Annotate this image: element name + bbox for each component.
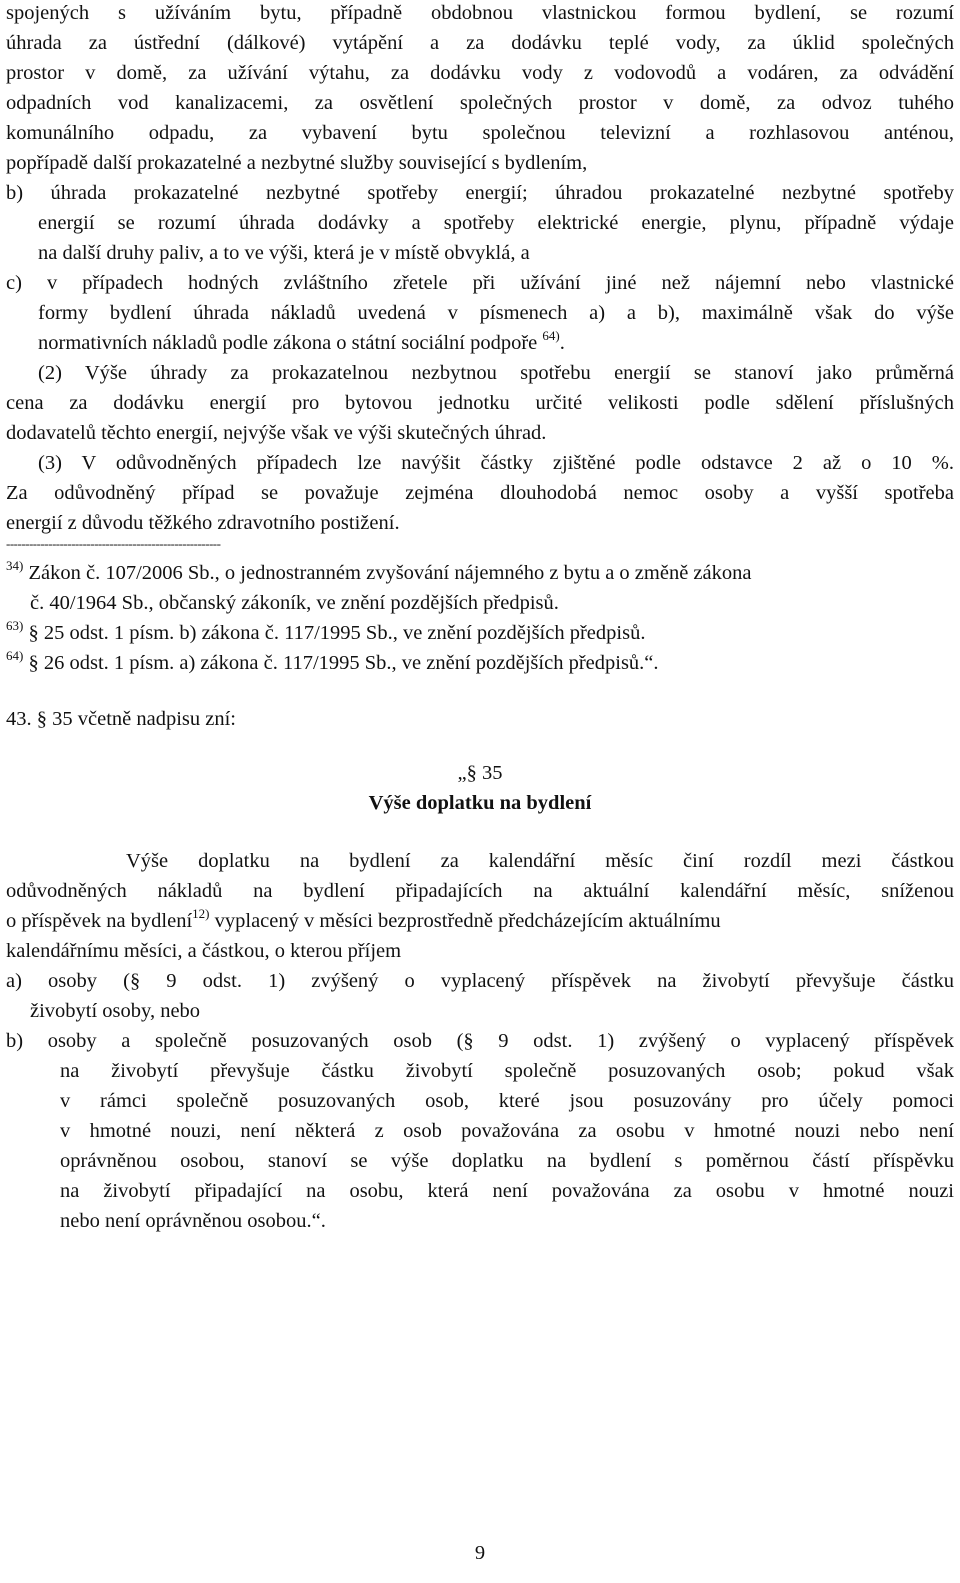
text-line: energií se rozumí úhrada dodávky a spotřeby elektrické energie, plynu, případně výdaje (38, 212, 954, 234)
footnote-reference: 12) (192, 906, 210, 921)
text-line: kalendářnímu měsíci, a částkou, o kterou příjem (6, 940, 402, 962)
footnote-63 (6, 618, 954, 650)
footnote-34 (6, 558, 954, 590)
text-span: vyplacený v měsíci bezprostředně předcházejícím aktuálnímu (209, 910, 721, 932)
footnote-text: § 25 odst. 1 písm. b) zákona č. 117/1995 Sb., ve znění pozdějších předpisů. (28, 622, 646, 644)
text-line: nebo není oprávněnou osobou.“. (60, 1210, 326, 1232)
text-line (38, 328, 954, 360)
text-line: odůvodněných nákladů na bydlení připadajících na aktuální kalendářní měsíc, sníženou (6, 880, 954, 902)
point-43: 43. § 35 včetně nadpisu zní: (6, 708, 237, 730)
text-line: spojených s užíváním bytu, případně obdobnou vlastnickou formou bydlení, se rozumí (6, 2, 954, 24)
text-line: (2) Výše úhrady za prokazatelnou nezbytnou spotřebu energií se stanoví jako průměrná (38, 362, 954, 384)
text-line: na živobytí připadající na osobu, která není považována za osobu v hmotné nouzi (60, 1180, 954, 1202)
footnote-number: 63) (6, 618, 24, 633)
text-line: úhrada za ústřední (dálkové) vytápění a za dodávku teplé vody, za úklid společných (6, 32, 954, 54)
text-span: normativních nákladů podle zákona o státní sociální podpoře (38, 332, 538, 354)
footnote-text: č. 40/1964 Sb., občanský zákoník, ve znění pozdějších předpisů. (30, 592, 559, 614)
footnote-reference: 64) (542, 328, 560, 343)
text-line: energií z důvodu těžkého zdravotního postižení. (6, 512, 400, 534)
text-line: na další druhy paliv, a to ve výši, která je v místě obvyklá, a (38, 242, 530, 264)
text-line: cena za dodávku energií pro bytovou jednotku určité velikosti podle sdělení příslušných (6, 392, 954, 414)
text-line: na živobytí převyšuje částku živobytí společně posuzovaných osob; pokud však (60, 1060, 954, 1082)
text-line: c) v případech hodných zvláštního zřetele při užívání jiné než nájemní nebo vlastnické (6, 272, 954, 294)
footnote-number: 34) (6, 558, 24, 573)
text-line (6, 906, 954, 938)
text-line: Výše doplatku na bydlení za kalendářní měsíc činí rozdíl mezi částkou (126, 850, 954, 872)
text-line: (3) V odůvodněných případech lze navýšit částky zjištěné podle odstavce 2 až o 10 %. (38, 452, 954, 474)
section-title: Výše doplatku na bydlení (368, 792, 592, 814)
text-line: b) úhrada prokazatelné nezbytné spotřeby energií; úhradou prokazatelné nezbytné spotřeby (6, 182, 954, 204)
text-line: prostor v domě, za užívání výtahu, za dodávku vody z vodovodů a vodáren, za odvádění (6, 62, 954, 84)
text-line: popřípadě další prokazatelné a nezbytné služby související s bydlením, (6, 152, 588, 174)
text-line: oprávněnou osobou, stanoví se výše doplatku na bydlení s poměrnou částí příspěvku (60, 1150, 954, 1172)
text-span: . (559, 332, 565, 354)
footnote-text: Zákon č. 107/2006 Sb., o jednostranném zvyšování nájemného z bytu a o změně zákona (28, 562, 752, 584)
section-number: „§ 35 (457, 762, 503, 784)
text-line: Za odůvodněný případ se považuje zejména dlouhodobá nemoc osoby a vyšší spotřeba (6, 482, 954, 504)
text-line: odpadních vod kanalizacemi, za osvětlení společných prostor v domě, za odvoz tuhého (6, 92, 954, 114)
footnote-64 (6, 648, 954, 680)
text-line: v rámci společně posuzovaných osob, které jsou posuzovány pro účely pomoci (60, 1090, 954, 1112)
text-span: o příspěvek na bydlení (6, 910, 193, 932)
footnote-text: § 26 odst. 1 písm. a) zákona č. 117/1995 Sb., ve znění pozdějších předpisů.“. (28, 652, 659, 674)
text-line: komunálního odpadu, za vybavení bytu společnou televizní a rozhlasovou anténou, (6, 122, 954, 144)
footnote-number: 64) (6, 648, 24, 663)
text-line: dodavatelů těchto energií, nejvýše však ve výši skutečných úhrad. (6, 422, 547, 444)
text-line: živobytí osoby, nebo (30, 1000, 201, 1022)
text-line: v hmotné nouzi, není některá z osob považována za osobu v hmotné nouzi nebo není (60, 1120, 954, 1142)
text-line: b) osoby a společně posuzovaných osob (§ 9 odst. 1) zvýšený o vyplacený příspěvek (6, 1030, 954, 1052)
text-line: a) osoby (§ 9 odst. 1) zvýšený o vyplacený příspěvek na živobytí převyšuje částku (6, 970, 954, 992)
footnote-separator: -------------------------------------------------------- (6, 536, 221, 551)
page-number: 9 (474, 1542, 486, 1564)
text-line: formy bydlení úhrada nákladů uvedená v písmenech a) a b), maximálně však do výše (38, 302, 954, 324)
